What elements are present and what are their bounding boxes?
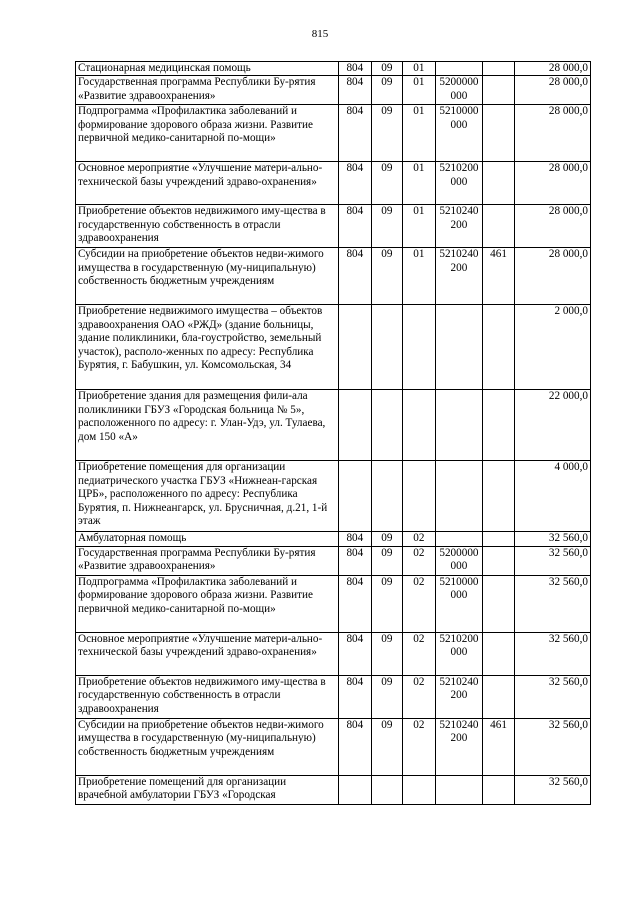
row-subsection-cell: 01 <box>403 62 436 76</box>
table-row <box>76 532 591 546</box>
row-sum-cell: 32 560,0 <box>514 575 590 632</box>
row-ved-cell: 804 <box>339 62 372 76</box>
row-target-article-cell <box>435 390 483 461</box>
row-ved-cell <box>339 461 372 532</box>
page-number: 815 <box>311 28 329 40</box>
row-subsection-cell: 02 <box>403 675 436 718</box>
table-row <box>76 248 591 305</box>
row-target-article-cell <box>435 62 483 76</box>
row-target-article-cell <box>435 718 483 775</box>
table-row <box>76 76 591 105</box>
row-ved-cell: 804 <box>339 248 372 305</box>
row-expense-type-cell <box>483 461 514 532</box>
row-target-article-cell <box>435 162 483 205</box>
row-target-article-cell <box>435 575 483 632</box>
row-name-cell: Приобретение помещения для организации педиатрического участка ГБУЗ «Нижнеан-гарская ЦРБ», расположенного по адресу: Республика Бурятия, п. Нижнеангарск, ул. Брусничная, д.21, 1-й этаж <box>76 461 339 532</box>
row-expense-type-cell <box>483 575 514 632</box>
row-subsection-cell <box>403 461 436 532</box>
table-row <box>76 62 591 76</box>
row-target-article-cell <box>435 248 483 305</box>
target-article-code-suffix: 200 <box>450 689 468 702</box>
row-name-cell: Основное мероприятие «Улучшение матери-ально-технической базы учреждений здраво-охранения» <box>76 162 339 205</box>
row-name-cell: Приобретение помещений для организации врачебной амбулатории ГБУЗ «Городская <box>76 775 339 804</box>
row-section-cell: 09 <box>371 546 402 575</box>
row-sum-cell: 22 000,0 <box>514 390 590 461</box>
row-ved-cell: 804 <box>339 76 372 105</box>
row-expense-type-cell <box>483 632 514 675</box>
row-ved-cell: 804 <box>339 105 372 162</box>
row-expense-type-cell <box>483 205 514 248</box>
row-sum-cell: 28 000,0 <box>514 76 590 105</box>
row-ved-cell: 804 <box>339 632 372 675</box>
row-sum-cell: 28 000,0 <box>514 205 590 248</box>
row-ved-cell <box>339 305 372 390</box>
row-target-article-cell <box>435 105 483 162</box>
row-section-cell: 09 <box>371 105 402 162</box>
row-sum-cell: 28 000,0 <box>514 105 590 162</box>
row-expense-type-cell <box>483 76 514 105</box>
row-target-article-cell <box>435 205 483 248</box>
table-row <box>76 546 591 575</box>
row-target-article-cell <box>435 675 483 718</box>
row-subsection-cell: 01 <box>403 205 436 248</box>
row-target-article-cell <box>435 775 483 804</box>
row-name-cell: Субсидии на приобретение объектов недви-жимого имущества в государственную (му-ниципальную) собственность бюджетным учреждениям <box>76 248 339 305</box>
row-section-cell <box>371 461 402 532</box>
row-section-cell: 09 <box>371 675 402 718</box>
row-name-cell: Государственная программа Республики Бу-рятия «Развитие здравоохранения» <box>76 546 339 575</box>
row-expense-type-cell <box>483 62 514 76</box>
row-section-cell: 09 <box>371 248 402 305</box>
row-subsection-cell: 02 <box>403 532 436 546</box>
row-ved-cell: 804 <box>339 162 372 205</box>
target-article-code: 5210200 <box>439 162 479 175</box>
row-section-cell <box>371 775 402 804</box>
row-name-cell: Основное мероприятие «Улучшение матери-ально-технической базы учреждений здраво-охранения» <box>76 632 339 675</box>
target-article-code-suffix: 000 <box>450 89 468 102</box>
row-subsection-cell: 02 <box>403 546 436 575</box>
row-section-cell: 09 <box>371 532 402 546</box>
row-sum-cell: 28 000,0 <box>514 162 590 205</box>
target-article-code: 5210240 <box>439 675 479 688</box>
row-section-cell: 09 <box>371 718 402 775</box>
target-article-code: 5210000 <box>439 105 479 118</box>
row-subsection-cell <box>403 305 436 390</box>
target-article-code-suffix: 000 <box>450 175 468 188</box>
row-subsection-cell: 02 <box>403 718 436 775</box>
table-row <box>76 675 591 718</box>
row-subsection-cell <box>403 390 436 461</box>
row-name-cell: Государственная программа Республики Бу-рятия «Развитие здравоохранения» <box>76 76 339 105</box>
row-name-cell: Приобретение объектов недвижимого иму-щества в государственную собственность в отрасли здравоохранения <box>76 205 339 248</box>
budget-table <box>75 61 591 805</box>
row-section-cell: 09 <box>371 62 402 76</box>
row-sum-cell: 28 000,0 <box>514 62 590 76</box>
table-row <box>76 162 591 205</box>
row-expense-type-cell <box>483 775 514 804</box>
target-article-code-suffix: 200 <box>450 261 468 274</box>
row-name-cell: Приобретение объектов недвижимого иму-щества в государственную собственность в отрасли здравоохранения <box>76 675 339 718</box>
row-ved-cell: 804 <box>339 575 372 632</box>
row-sum-cell: 32 560,0 <box>514 632 590 675</box>
row-expense-type-cell <box>483 105 514 162</box>
row-name-cell: Приобретение здания для размещения фили-ала поликлиники ГБУЗ «Городская больница № 5», расположенного по адресу: г. Улан-Удэ, ул. Тулаева, дом 150 «А» <box>76 390 339 461</box>
table-row <box>76 105 591 162</box>
row-subsection-cell: 01 <box>403 248 436 305</box>
row-ved-cell: 804 <box>339 675 372 718</box>
table-row <box>76 775 591 804</box>
row-target-article-cell <box>435 546 483 575</box>
row-ved-cell <box>339 390 372 461</box>
target-article-code: 5210000 <box>439 575 479 588</box>
row-expense-type-cell <box>483 532 514 546</box>
row-sum-cell: 32 560,0 <box>514 718 590 775</box>
row-ved-cell: 804 <box>339 718 372 775</box>
target-article-code-suffix: 000 <box>450 646 468 659</box>
row-section-cell: 09 <box>371 76 402 105</box>
row-section-cell: 09 <box>371 162 402 205</box>
row-target-article-cell <box>435 532 483 546</box>
row-section-cell <box>371 305 402 390</box>
row-subsection-cell <box>403 775 436 804</box>
row-sum-cell: 4 000,0 <box>514 461 590 532</box>
row-section-cell <box>371 390 402 461</box>
table-row <box>76 632 591 675</box>
row-section-cell: 09 <box>371 205 402 248</box>
target-article-code: 5200000 <box>439 546 479 559</box>
row-sum-cell: 32 560,0 <box>514 546 590 575</box>
row-expense-type-cell <box>483 546 514 575</box>
row-subsection-cell: 02 <box>403 632 436 675</box>
row-target-article-cell <box>435 76 483 105</box>
table-row <box>76 390 591 461</box>
row-expense-type-cell <box>483 390 514 461</box>
row-target-article-cell <box>435 461 483 532</box>
target-article-code-suffix: 000 <box>450 118 468 131</box>
row-expense-type-cell <box>483 162 514 205</box>
row-subsection-cell: 01 <box>403 76 436 105</box>
table-row <box>76 575 591 632</box>
target-article-code-suffix: 000 <box>450 589 468 602</box>
row-subsection-cell: 01 <box>403 105 436 162</box>
target-article-code-suffix: 200 <box>450 218 468 231</box>
row-ved-cell <box>339 775 372 804</box>
row-section-cell: 09 <box>371 632 402 675</box>
target-article-code: 5210240 <box>439 248 479 261</box>
row-sum-cell: 2 000,0 <box>514 305 590 390</box>
row-expense-type-cell <box>483 675 514 718</box>
row-name-cell: Приобретение недвижимого имущества – объектов здравоохранения ОАО «РЖД» (здание больницы, здание поликлиники, бла-гоустройство, земельный участок), располо-женных по адресу: Республика Бурятия, г. Бабушкин, ул. Комсомольская, 34 <box>76 305 339 390</box>
row-subsection-cell: 02 <box>403 575 436 632</box>
target-article-code: 5210240 <box>439 205 479 218</box>
row-expense-type-cell: 461 <box>483 248 514 305</box>
row-sum-cell: 32 560,0 <box>514 775 590 804</box>
table-row <box>76 461 591 532</box>
row-target-article-cell <box>435 305 483 390</box>
target-article-code-suffix: 200 <box>450 732 468 745</box>
row-ved-cell: 804 <box>339 546 372 575</box>
row-name-cell: Стационарная медицинская помощь <box>76 62 339 76</box>
target-article-code: 5210240 <box>439 718 479 731</box>
table-row <box>76 718 591 775</box>
row-sum-cell: 28 000,0 <box>514 248 590 305</box>
row-name-cell: Амбулаторная помощь <box>76 532 339 546</box>
row-section-cell: 09 <box>371 575 402 632</box>
row-sum-cell: 32 560,0 <box>514 675 590 718</box>
table-row <box>76 305 591 390</box>
row-expense-type-cell <box>483 305 514 390</box>
table-row <box>76 205 591 248</box>
row-name-cell: Подпрограмма «Профилактика заболеваний и формирование здорового образа жизни. Развитие первичной медико-санитарной по-мощи» <box>76 575 339 632</box>
row-name-cell: Подпрограмма «Профилактика заболеваний и формирование здорового образа жизни. Развитие первичной медико-санитарной по-мощи» <box>76 105 339 162</box>
row-ved-cell: 804 <box>339 532 372 546</box>
row-ved-cell: 804 <box>339 205 372 248</box>
row-expense-type-cell: 461 <box>483 718 514 775</box>
row-subsection-cell: 01 <box>403 162 436 205</box>
row-sum-cell: 32 560,0 <box>514 532 590 546</box>
target-article-code: 5200000 <box>439 76 479 89</box>
row-name-cell: Субсидии на приобретение объектов недви-жимого имущества в государственную (му-ниципальную) собственность бюджетным учреждениям <box>76 718 339 775</box>
row-target-article-cell <box>435 632 483 675</box>
target-article-code-suffix: 000 <box>450 560 468 573</box>
target-article-code: 5210200 <box>439 632 479 645</box>
